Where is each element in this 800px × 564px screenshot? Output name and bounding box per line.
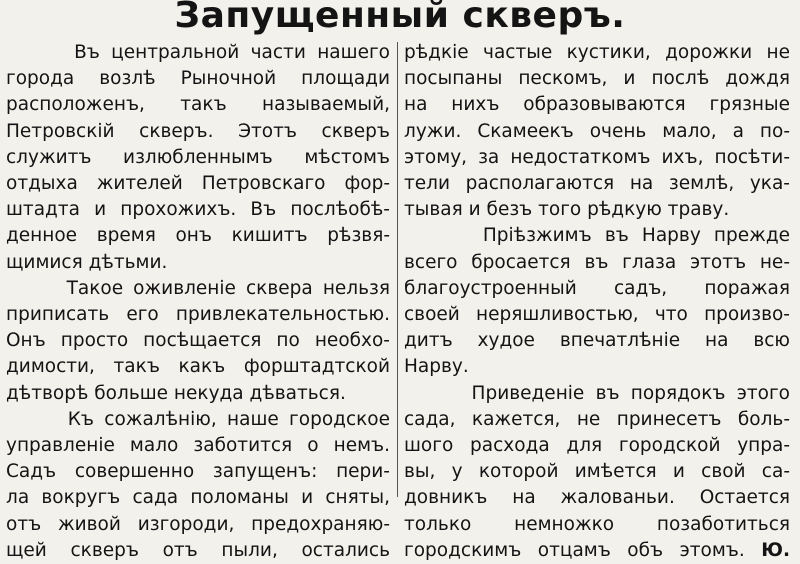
line-text: посыпаны пескомъ, и послѣ дождя <box>404 68 790 90</box>
text-line <box>404 223 790 249</box>
line-text: Пріѣзжимъ въ Нарву прежде <box>404 225 790 247</box>
line-text: денное время онъ кишитъ рѣзвя- <box>6 225 390 247</box>
line-text: расположенъ, такъ называемый, <box>6 94 390 116</box>
line-text: управленіе мало заботится о немъ. <box>6 435 390 457</box>
line-text: служитъ излюбленнымъ мѣстомъ <box>6 146 390 168</box>
line-text: городскимъ отцамъ объ этомъ. <box>404 539 745 561</box>
text-line <box>404 92 790 118</box>
line-text: щимися дѣтьми. <box>6 251 168 273</box>
text-line <box>6 92 390 118</box>
line-text: дитъ худое впечатлѣніе на всю <box>404 330 790 352</box>
text-line <box>6 250 390 276</box>
line-text: димости, такъ какъ форштадтской <box>6 356 390 378</box>
text-line <box>404 485 790 511</box>
text-line <box>6 538 390 564</box>
right-column <box>404 40 790 564</box>
line-text: всего бросается въ глаза этотъ не- <box>404 251 790 273</box>
text-line <box>6 381 390 407</box>
text-line <box>6 459 390 485</box>
text-line <box>404 145 790 171</box>
text-line <box>6 302 390 328</box>
line-text: штадта и прохожихъ. Въ послѣобѣ- <box>6 199 390 221</box>
line-text: вы, у которой имѣется и свой са- <box>404 461 790 483</box>
line-text: тели располагаются на землѣ, ука- <box>404 173 790 195</box>
text-line <box>6 328 390 354</box>
text-line <box>404 381 790 407</box>
line-text: Петровскій скверъ. Этотъ скверъ <box>6 120 390 142</box>
text-line <box>404 328 790 354</box>
text-line <box>6 354 390 380</box>
line-text: ла вокругъ сада поломаны и сняты, <box>6 487 390 509</box>
text-line <box>6 66 390 92</box>
line-text: дѣтворѣ больше некуда дѣваться. <box>6 382 346 404</box>
text-line <box>404 119 790 145</box>
text-line <box>6 197 390 223</box>
text-line <box>404 197 790 223</box>
line-text: сада, кажется, не принесетъ боль- <box>404 408 790 430</box>
line-text: приписать его привлекательностью. <box>6 304 390 326</box>
text-line <box>6 485 390 511</box>
text-line <box>404 459 790 485</box>
text-line <box>404 407 790 433</box>
line-text: этому, за недостаткомъ ихъ, посѣти- <box>404 146 790 168</box>
text-line <box>404 276 790 302</box>
text-line <box>404 66 790 92</box>
article-title: Запущенный скверъ. <box>174 0 626 36</box>
line-text: Къ сожалѣнію, наше городское <box>6 408 390 430</box>
text-line <box>6 223 390 249</box>
line-text: Нарву. <box>404 356 469 378</box>
text-line <box>6 407 390 433</box>
line-text: лужи. Скамеекъ очень мало, а по- <box>404 120 790 142</box>
line-text: отдыха жителей Петровскаго фор- <box>6 173 390 195</box>
line-text: щей скверъ отъ пыли, остались <box>6 539 390 561</box>
line-text: только немножко позаботиться <box>404 513 790 535</box>
line-text: благоустроенный садъ, поражая <box>404 277 790 299</box>
text-line <box>6 171 390 197</box>
line-text: своей неряшливостью, что произво- <box>404 304 790 326</box>
text-line <box>404 171 790 197</box>
text-line <box>404 538 790 564</box>
text-line <box>404 250 790 276</box>
line-text: тывая и безъ того рѣдкую траву. <box>404 199 730 221</box>
text-line <box>6 433 390 459</box>
text-line <box>6 119 390 145</box>
line-text: отъ живой изгороди, предохраняю- <box>6 513 390 535</box>
column-divider <box>397 42 398 497</box>
line-text: Такое оживленіе сквера нельзя <box>6 277 390 299</box>
text-line <box>404 354 790 380</box>
line-text: Въ центральной части нашего <box>6 42 390 63</box>
text-line <box>6 276 390 302</box>
text-line <box>404 302 790 328</box>
line-text: Садъ совершенно запущенъ: пери- <box>6 461 390 483</box>
text-line <box>404 40 790 66</box>
left-column <box>6 40 390 564</box>
line-text: Приведеніе въ порядокъ этого <box>404 382 790 404</box>
line-text: шого расхода для городской упра- <box>404 435 790 457</box>
line-text: Онъ просто посѣщается по необхо- <box>6 330 390 352</box>
line-text: города возлѣ Рыночной площади <box>6 68 390 90</box>
author-signature: Ю. <box>761 539 791 561</box>
line-text: на нихъ образовываются грязные <box>404 94 790 116</box>
line-text: рѣдкіе частые кустики, дорожки не <box>404 42 790 63</box>
line-text: довникъ на жалованьи. Остается <box>404 487 790 509</box>
text-line <box>6 145 390 171</box>
text-line <box>6 40 390 66</box>
text-line <box>404 433 790 459</box>
text-line <box>404 512 790 538</box>
text-line <box>6 512 390 538</box>
